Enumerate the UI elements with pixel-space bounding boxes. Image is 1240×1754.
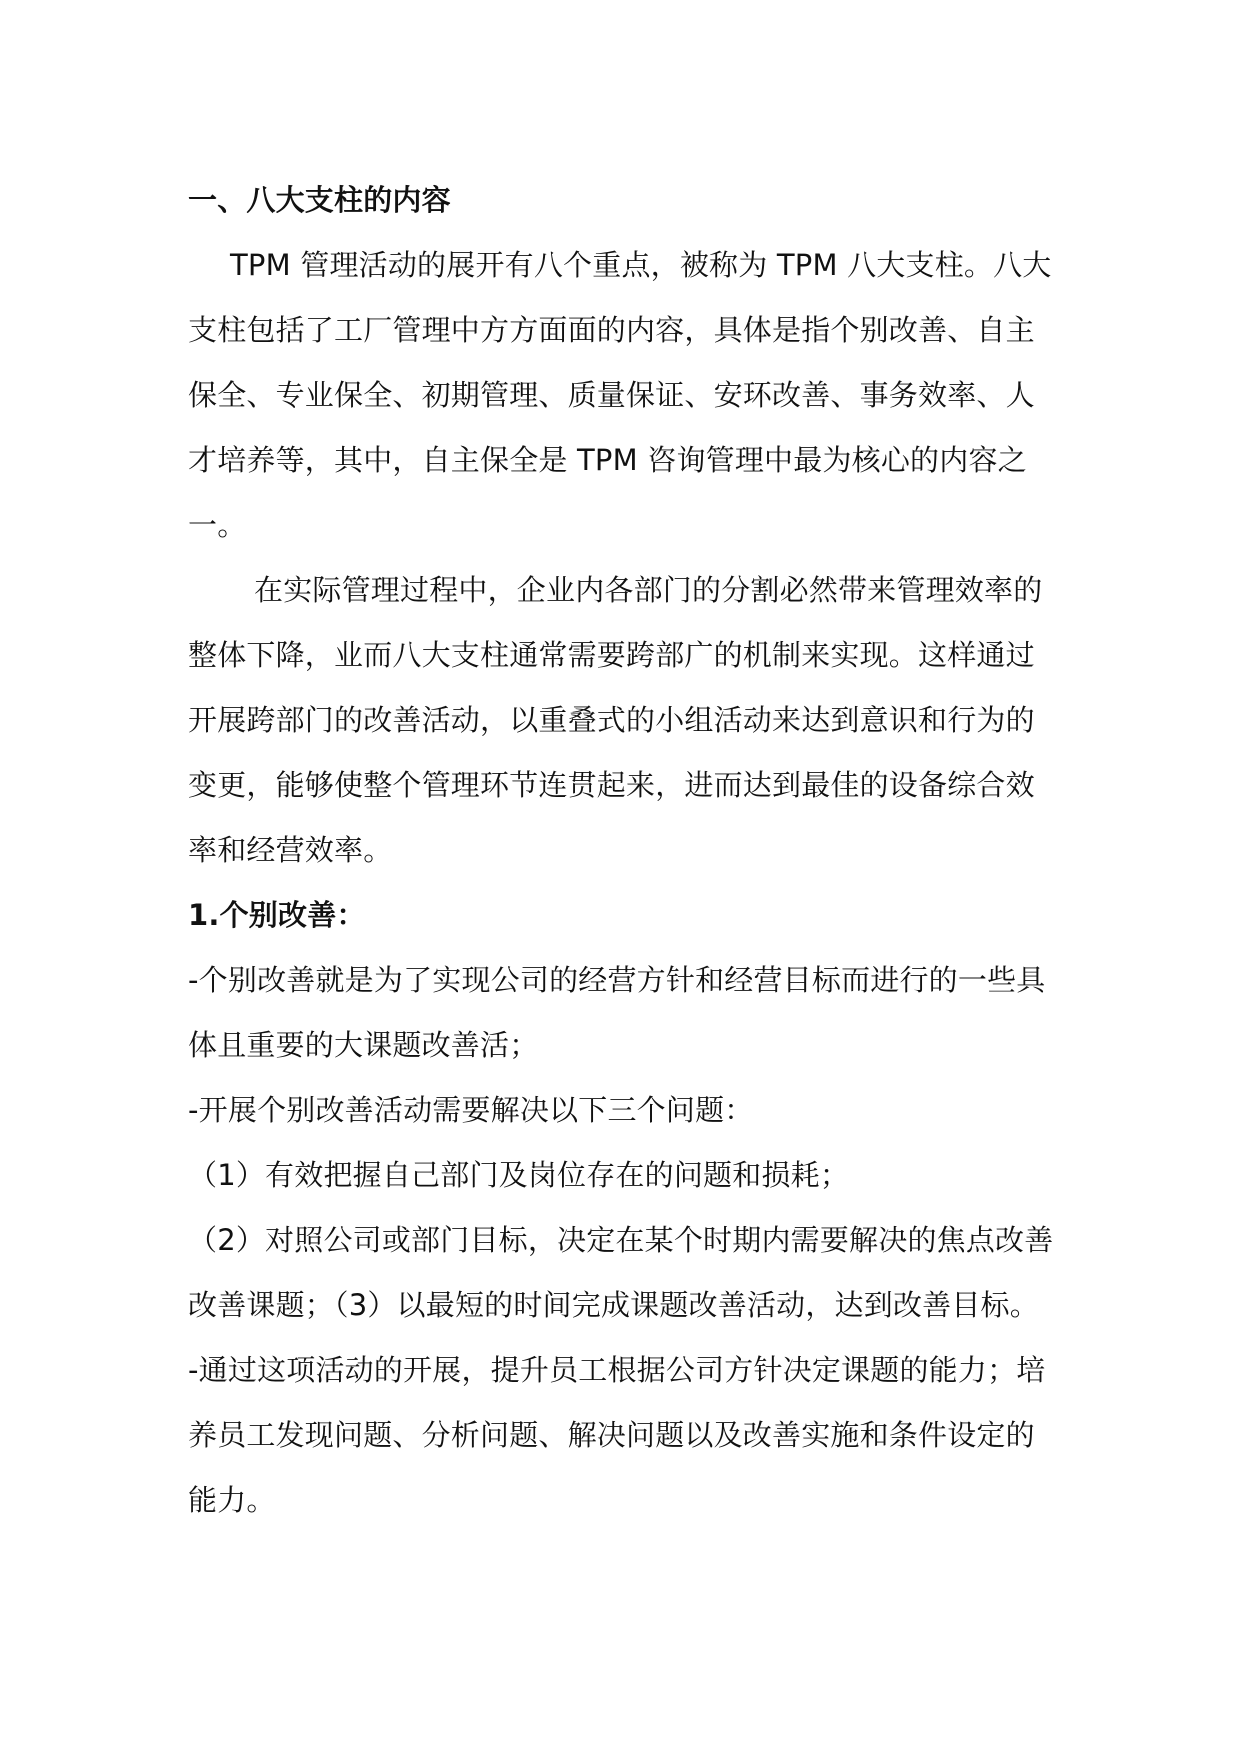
bullet-capability: -通过这项活动的开展，提升员工根据公司方针决定课题的能力；培养员工发现问题、分析问题、解决问题以及改善实施和条件设定的能力。 xyxy=(188,1353,1046,1517)
subsection-title: 1.个别改善： xyxy=(188,898,366,932)
management-paragraph: 在实际管理过程中，企业内各部门的分割必然带来管理效率的整体下降，业而八大支柱通常需要跨部广的机制来实现。这样通过开展跨部门的改善活动，以重叠式的小组活动来达到意识和行为的变更，能够使整个管理环节连贯起来，进而达到最佳的设备综合效率和经营效率。 xyxy=(188,573,1043,867)
bullet-problems-intro: -开展个别改善活动需要解决以下三个问题： xyxy=(188,1093,754,1127)
problem-items-2-3: （2）对照公司或部门目标，决定在某个时期内需要解决的焦点改善改善课题；（3）以最短的时间完成课题改善活动，达到改善目标。 xyxy=(188,1223,1054,1322)
section-title: 一、八大支柱的内容 xyxy=(188,183,451,217)
bullet-definition: -个别改善就是为了实现公司的经营方针和经营目标而进行的一些具体且重要的大课题改善活； xyxy=(188,963,1046,1062)
problem-item-1: （1）有效把握自己部门及岗位存在的问题和损耗； xyxy=(188,1158,850,1192)
intro-paragraph: TPM 管理活动的展开有八个重点，被称为 TPM 八大支柱。八大支柱包括了工厂管理中方方面面的内容，具体是指个别改善、自主保全、专业保全、初期管理、质量保证、安环改善、事务效率、人才培养等，其中，自主保全是 TPM 咨询管理中最为核心的内容之一。 xyxy=(188,248,1052,542)
document-body xyxy=(188,168,1058,1533)
